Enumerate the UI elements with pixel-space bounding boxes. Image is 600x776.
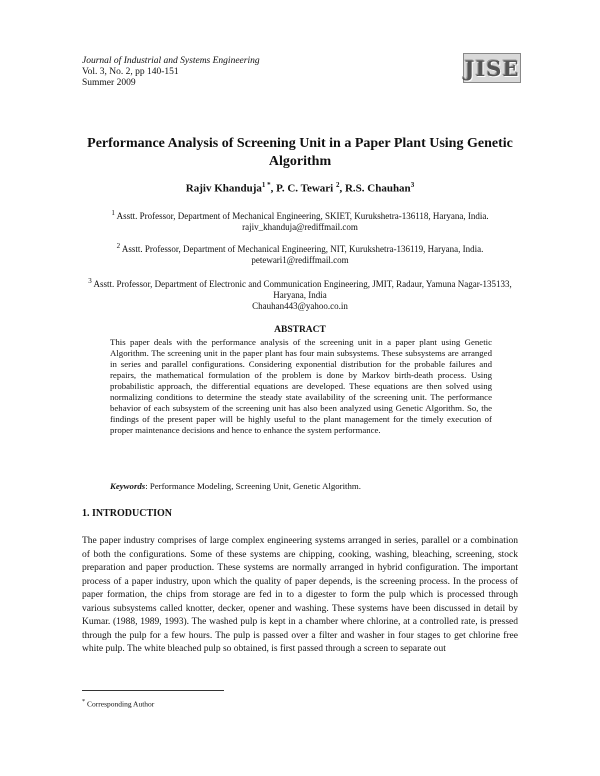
affiliation-3-num: 3 — [88, 277, 92, 285]
affiliation-1-text: Asstt. Professor, Department of Mechanical Engineering, SKIET, Kurukshetra-136118, Haryana, India. — [116, 211, 489, 221]
affiliation-2-email: petewari1@rediffmail.com — [251, 255, 349, 265]
footnote-text: Corresponding Author — [87, 699, 155, 709]
journal-volume: Vol. 3, No. 2, pp 140-151 — [82, 67, 179, 77]
jise-logo: JISE — [463, 53, 521, 83]
affiliation-3-text: Asstt. Professor, Department of Electronic and Communication Engineering, JMIT, Radaur, Yamuna Nagar-135133, Haryana, India — [93, 279, 512, 300]
footnote-mark: * — [82, 698, 86, 705]
affiliation-3-email: Chauhan443@yahoo.co.in — [252, 301, 348, 311]
author-2: P. C. Tewari — [276, 182, 334, 195]
affiliation-1 — [82, 208, 518, 233]
affiliation-2 — [82, 241, 518, 266]
keywords-text: : Performance Modeling, Screening Unit, Genetic Algorithm. — [145, 481, 361, 491]
journal-season: Summer 2009 — [82, 78, 136, 88]
footnote — [82, 698, 154, 709]
author-3: R.S. Chauhan — [344, 182, 411, 195]
section-body: The paper industry comprises of large complex engineering systems arranged in series, parallel or a combination of both the configurations. Some of these systems are chipping, cooking, washing, bleaching, screening, stock preparation and paper production. These systems are normally arranged in hybrid configuration. The important process of a paper industry, upon which the quality of paper depends, is the screening process. In the process of paper formation, the chips from storage are fed in to a digester to form the pulp which is processed through various subsystems called knotter, decker, opener and washing. These systems have been discussed in detail by Kumar. (1988, 1989, 1993). The washed pulp is kept in a chamber where chlorine, at a controlled rate, is pressed through the pulp for a few hours. The pulp is passed over a filter and washer in four stages to get chlorine free white pulp. The white bleached pulp so obtained, is first passed through a screen to separate out — [82, 536, 518, 654]
author-1: Rajiv Khanduja — [185, 182, 262, 195]
abstract-text: This paper deals with the performance analysis of the screening unit in a paper plant using Genetic Algorithm. The screening unit in the paper plant has four main subsystems. These subsystems are arranged in series and parallel configurations. Considering exponential distribution for the probable failures and repairs, the mathematical formulation of the problem is done by Markov birth-death process. Using probabilistic approach, the differential equations are developed. These equations are then solved using normalizing conditions to determine the steady state availability of the screening unit. The performance behavior of each subsystem of the screening unit has also been analyzed using Genetic Algorithm. So, the findings of the present paper will be highly useful to the plant management for the timely execution of proper maintenance decisions and hence to enhance the system performance. — [110, 337, 492, 435]
keywords-label: Keywords — [110, 481, 146, 491]
author-list: Rajiv Khanduja$^{1 *}$, P. C. Tewari $^2$, R.S. Chauhan$^3$ — [185, 181, 415, 195]
author-3-sup: 3 — [410, 181, 415, 189]
journal-name: Journal of Industrial and Systems Engineering — [82, 56, 260, 66]
keywords — [110, 481, 492, 491]
affiliation-1-email: rajiv_khanduja@rediffmail.com — [242, 222, 358, 232]
affiliation-3 — [82, 276, 518, 312]
author-2-sup: 2 — [335, 181, 340, 189]
abstract-heading: ABSTRACT — [274, 325, 326, 335]
author-1-sup: 1 * — [261, 181, 271, 189]
affiliation-2-num: 2 — [116, 242, 121, 250]
paper-title: Performance Analysis of Screening Unit in a Paper Plant Using Genetic Algorithm — [87, 136, 513, 169]
footnote-divider — [82, 690, 224, 691]
affiliation-2-text: Asstt. Professor, Department of Mechanical Engineering, NIT, Kurukshetra-136119, Haryana, India. — [121, 244, 484, 254]
journal-header — [82, 56, 260, 89]
section-heading: 1. INTRODUCTION — [82, 508, 173, 519]
affiliation-1-num: 1 — [111, 209, 115, 217]
